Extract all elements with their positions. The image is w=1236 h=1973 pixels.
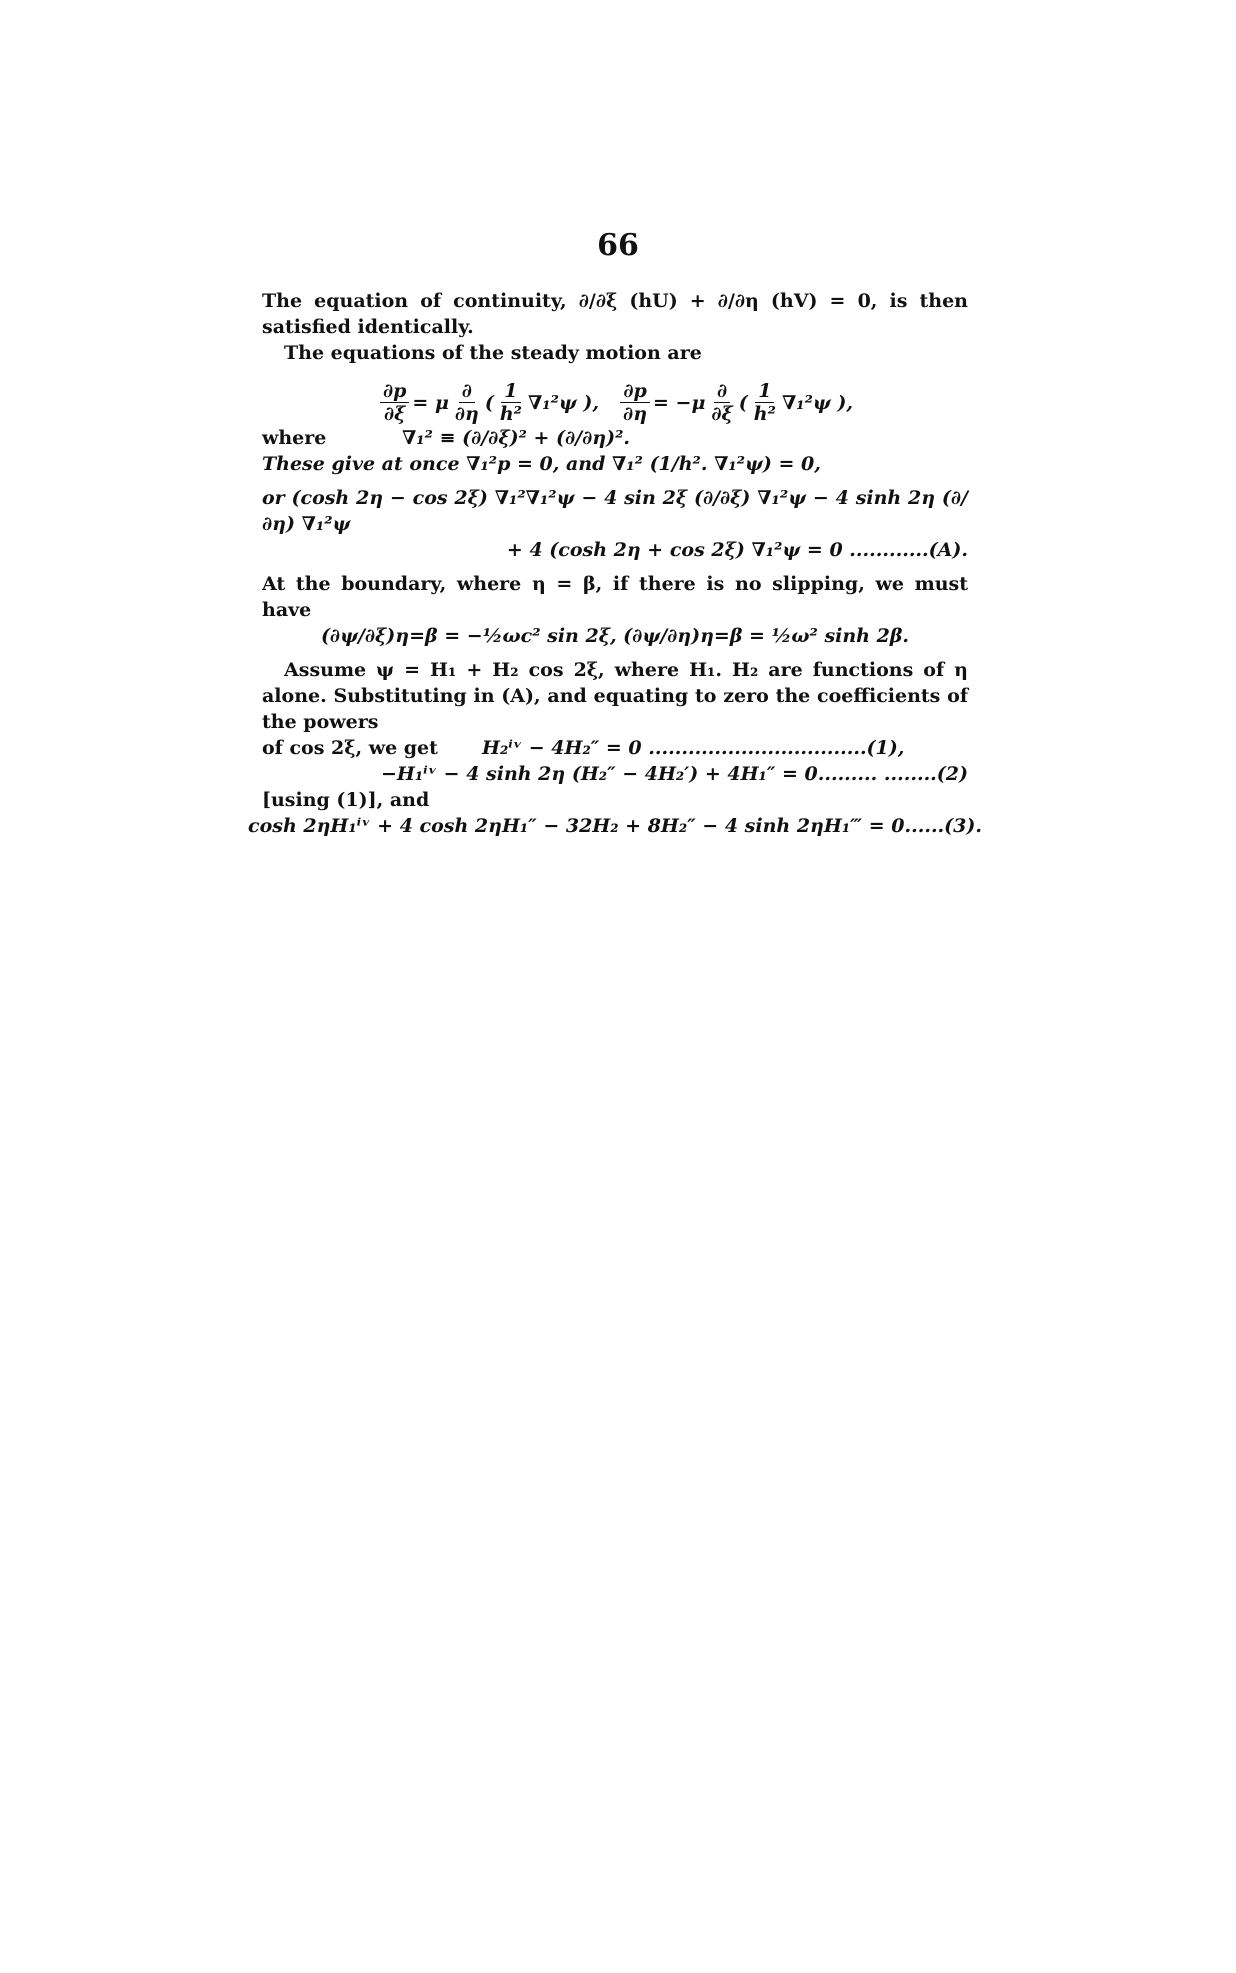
equation-a-line-1: or (cosh 2η − cos 2ξ) ∇₁²∇₁²ψ − 4 sin 2ξ (∂/∂ξ) ∇₁²ψ − 4 sinh 2η (∂/∂η) ∇₁²ψ (262, 487, 968, 535)
equation-3-line: cosh 2ηH₁ⁱᵛ + 4 cosh 2ηH₁″ − 32H₂ + 8H₂″ − 4 sinh 2ηH₁‴ = 0......(3). (248, 815, 982, 837)
where-line (262, 425, 968, 451)
steady-motion-equations: $\frac{\partial p}{\partial\xi}$ = μ $\frac{\partial}{\partial\eta}$ ( $\frac{1}{\text{h²}}$ ∇₁²ψ ), $\frac{\partial p}{\partial\eta}$ = −μ $\frac{\partial}{\partial\xi}$ ( $\frac{1}{\text{h²}}$ ∇₁²ψ ), (262, 380, 968, 425)
one-over-h2-fraction: $\frac{1}{\text{h²}}$ (499, 380, 522, 425)
assume-paragraph: Assume ψ = H₁ + H₂ cos 2ξ, where H₁. H₂ are functions of η alone. Substituting in (A), and equating to zero the coefficients of the powers (262, 659, 968, 733)
dp-deta-fraction: $\frac{\partial p}{\partial\eta}$ (620, 380, 650, 425)
page-number: 66 (597, 228, 639, 263)
d-deta-fraction: $\frac{\partial}{\partial\eta}$ (454, 380, 479, 425)
equation-1-line: of cos 2ξ, we get H₂ⁱᵛ − 4H₂″ = 0 .................................(1), (262, 737, 905, 759)
steady-motion-paragraph: The equations of the steady motion are (284, 342, 702, 364)
where-label: where (262, 427, 327, 449)
d-dxi-fraction: $\frac{\partial}{\partial\xi}$ (711, 380, 733, 425)
equation-2-line: −H₁ⁱᵛ − 4 sinh 2η (H₂″ − 4H₂′) + 4H₁″ = 0......... ........(2) (380, 763, 968, 785)
continuity-paragraph: The equation of continuity, ∂/∂ξ (hU) + ∂/∂η (hV) = 0, is then satisfied identically. (262, 290, 968, 338)
boundary-equation: (∂ψ/∂ξ)η=β = −½ωc² sin 2ξ, (∂ψ/∂η)η=β = ½ω² sinh 2β. (320, 625, 910, 647)
equation-a-line-2: + 4 (cosh 2η + cos 2ξ) ∇₁²ψ = 0 ............(A). (506, 539, 968, 561)
these-give-line: These give at once ∇₁²p = 0, and ∇₁² (1/h². ∇₁²ψ) = 0, (262, 453, 821, 475)
page-body (248, 288, 982, 839)
using-line: [using (1)], and (262, 789, 430, 811)
dp-dxi-fraction: $\frac{\partial p}{\partial\xi}$ (380, 380, 409, 425)
laplacian-definition: ∇₁² ≡ (∂/∂ξ)² + (∂/∂η)². (402, 427, 631, 449)
one-over-h2-fraction-2: $\frac{1}{\text{h²}}$ (753, 380, 776, 425)
boundary-text: At the boundary, where η = β, if there is no slipping, we must have (262, 573, 968, 621)
